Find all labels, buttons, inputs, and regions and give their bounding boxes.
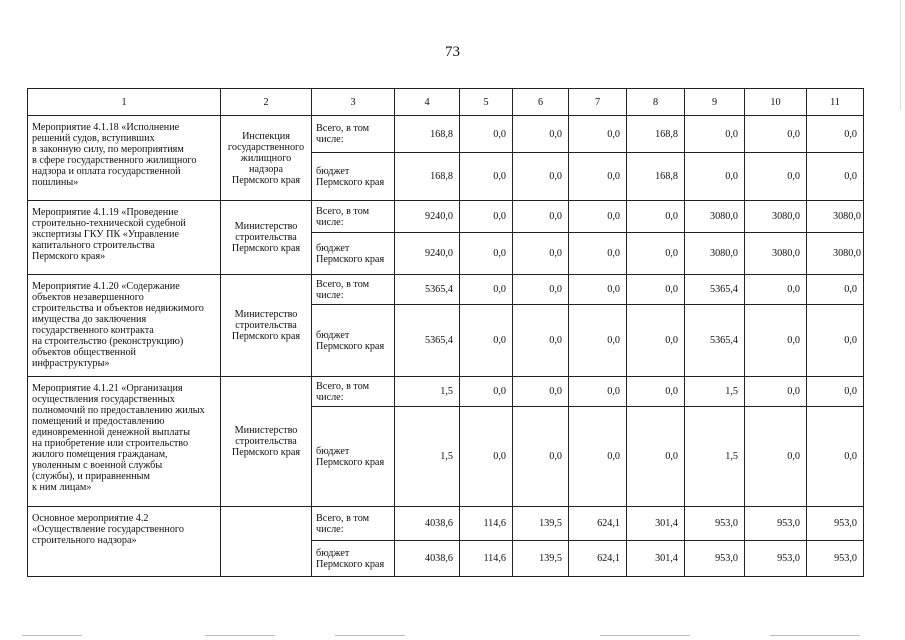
value-cell: 0,0	[513, 233, 569, 275]
value-cell: 0,0	[807, 153, 864, 201]
executor-cell: Министерство строительства Пермского края	[221, 377, 312, 507]
value-cell: 0,0	[460, 201, 513, 233]
value-cell: 953,0	[807, 507, 864, 541]
executor-cell: Инспекция государственного жилищного надзора Пермского края	[221, 116, 312, 201]
value-cell: 5365,4	[685, 305, 745, 377]
scan-artifact	[335, 635, 405, 636]
source-cell: бюджет Пермского края	[312, 233, 395, 275]
value-cell: 0,0	[745, 153, 807, 201]
source-cell: бюджет Пермского края	[312, 305, 395, 377]
scan-artifact	[22, 635, 82, 636]
column-number: 6	[513, 89, 569, 116]
value-cell: 3080,0	[685, 233, 745, 275]
measure-cell: Мероприятие 4.1.19 «Проведение строительно-технической судебной экспертизы ГКУ ПК «Управление капитального строительства Пермского края»	[28, 201, 221, 275]
value-cell: 0,0	[569, 275, 627, 305]
value-cell: 953,0	[745, 507, 807, 541]
value-cell: 0,0	[569, 201, 627, 233]
value-cell: 0,0	[460, 116, 513, 153]
table-row	[28, 507, 864, 541]
value-cell: 0,0	[569, 233, 627, 275]
value-cell: 5365,4	[395, 275, 460, 305]
column-number: 11	[807, 89, 864, 116]
column-number: 10	[745, 89, 807, 116]
column-number: 8	[627, 89, 685, 116]
measure-cell: Мероприятие 4.1.18 «Исполнение решений судов, вступивших в законную силу, по мероприятиям в сфере государственного жилищного надзора и оплата государственной пошлины»	[28, 116, 221, 201]
value-cell: 0,0	[569, 305, 627, 377]
value-cell: 139,5	[513, 507, 569, 541]
value-cell: 0,0	[513, 153, 569, 201]
value-cell: 4038,6	[395, 541, 460, 577]
value-cell: 0,0	[745, 377, 807, 407]
value-cell: 0,0	[460, 153, 513, 201]
column-number: 3	[312, 89, 395, 116]
value-cell: 3080,0	[685, 201, 745, 233]
value-cell: 0,0	[513, 407, 569, 507]
value-cell: 0,0	[513, 116, 569, 153]
scan-artifact	[600, 635, 690, 636]
value-cell: 1,5	[685, 407, 745, 507]
value-cell: 9240,0	[395, 233, 460, 275]
column-number: 1	[28, 89, 221, 116]
value-cell: 0,0	[569, 153, 627, 201]
value-cell: 0,0	[513, 275, 569, 305]
value-cell: 1,5	[395, 407, 460, 507]
value-cell: 0,0	[627, 377, 685, 407]
value-cell: 168,8	[627, 116, 685, 153]
value-cell: 0,0	[685, 116, 745, 153]
scan-artifact	[770, 635, 860, 636]
value-cell: 0,0	[745, 407, 807, 507]
page-number: 73	[445, 44, 460, 60]
table-row	[28, 116, 864, 153]
source-cell: Всего, в том числе:	[312, 507, 395, 541]
measure-cell: Мероприятие 4.1.21 «Организация осуществления государственных полномочий по предоставлению жилых помещений и предоставлению единовременной денежной выплаты на приобретение или строительство жилого помещения гражданам, уволенным с военной службы (службы), и приравненным к ним лицам»	[28, 377, 221, 507]
value-cell: 1,5	[685, 377, 745, 407]
value-cell: 0,0	[513, 201, 569, 233]
source-cell: Всего, в том числе:	[312, 201, 395, 233]
value-cell: 0,0	[627, 305, 685, 377]
source-cell: бюджет Пермского края	[312, 407, 395, 507]
value-cell: 0,0	[807, 305, 864, 377]
value-cell: 624,1	[569, 541, 627, 577]
value-cell: 0,0	[627, 233, 685, 275]
executor-cell: Министерство строительства Пермского края	[221, 275, 312, 377]
value-cell: 3080,0	[745, 201, 807, 233]
value-cell: 0,0	[627, 275, 685, 305]
value-cell: 168,8	[627, 153, 685, 201]
value-cell: 301,4	[627, 541, 685, 577]
value-cell: 0,0	[807, 275, 864, 305]
measure-cell: Основное мероприятие 4.2 «Осуществление государственного строительного надзора»	[28, 507, 221, 577]
value-cell: 0,0	[569, 377, 627, 407]
source-cell: Всего, в том числе:	[312, 275, 395, 305]
column-number: 4	[395, 89, 460, 116]
value-cell: 168,8	[395, 153, 460, 201]
value-cell: 301,4	[627, 507, 685, 541]
source-cell: бюджет Пермского края	[312, 541, 395, 577]
column-number: 2	[221, 89, 312, 116]
column-number: 9	[685, 89, 745, 116]
table-row	[28, 377, 864, 407]
value-cell: 0,0	[807, 407, 864, 507]
value-cell: 5365,4	[395, 305, 460, 377]
value-cell: 624,1	[569, 507, 627, 541]
value-cell: 9240,0	[395, 201, 460, 233]
value-cell: 0,0	[745, 116, 807, 153]
value-cell: 0,0	[807, 116, 864, 153]
value-cell: 0,0	[685, 153, 745, 201]
value-cell: 0,0	[460, 305, 513, 377]
value-cell: 953,0	[685, 541, 745, 577]
value-cell: 0,0	[513, 377, 569, 407]
executor-cell: Министерство строительства Пермского края	[221, 201, 312, 275]
scan-artifact	[205, 635, 275, 636]
value-cell: 5365,4	[685, 275, 745, 305]
scan-edge	[900, 0, 901, 110]
value-cell: 114,6	[460, 507, 513, 541]
value-cell: 0,0	[807, 377, 864, 407]
measure-cell: Мероприятие 4.1.20 «Содержание объектов незавершенного строительства и объектов недвижимого имущества до заключения государственного контракта на строительство (реконструкцию) объектов общественной инфраструктуры»	[28, 275, 221, 377]
source-cell: Всего, в том числе:	[312, 116, 395, 153]
value-cell: 0,0	[627, 407, 685, 507]
value-cell: 0,0	[627, 201, 685, 233]
value-cell: 168,8	[395, 116, 460, 153]
value-cell: 0,0	[513, 305, 569, 377]
value-cell: 114,6	[460, 541, 513, 577]
table-row	[28, 201, 864, 233]
value-cell: 3080,0	[745, 233, 807, 275]
value-cell: 3080,0	[807, 201, 864, 233]
value-cell: 0,0	[460, 377, 513, 407]
value-cell: 953,0	[745, 541, 807, 577]
value-cell: 0,0	[460, 407, 513, 507]
value-cell: 0,0	[745, 305, 807, 377]
value-cell: 1,5	[395, 377, 460, 407]
value-cell: 0,0	[460, 233, 513, 275]
column-number: 5	[460, 89, 513, 116]
value-cell: 4038,6	[395, 507, 460, 541]
value-cell: 3080,0	[807, 233, 864, 275]
budget-table	[27, 88, 864, 577]
source-cell: Всего, в том числе:	[312, 377, 395, 407]
value-cell: 139,5	[513, 541, 569, 577]
value-cell: 0,0	[460, 275, 513, 305]
value-cell: 953,0	[685, 507, 745, 541]
table-row	[28, 275, 864, 305]
source-cell: бюджет Пермского края	[312, 153, 395, 201]
value-cell: 0,0	[569, 407, 627, 507]
executor-cell	[221, 507, 312, 577]
value-cell: 0,0	[745, 275, 807, 305]
value-cell: 953,0	[807, 541, 864, 577]
column-number-row	[28, 89, 864, 116]
column-number: 7	[569, 89, 627, 116]
value-cell: 0,0	[569, 116, 627, 153]
